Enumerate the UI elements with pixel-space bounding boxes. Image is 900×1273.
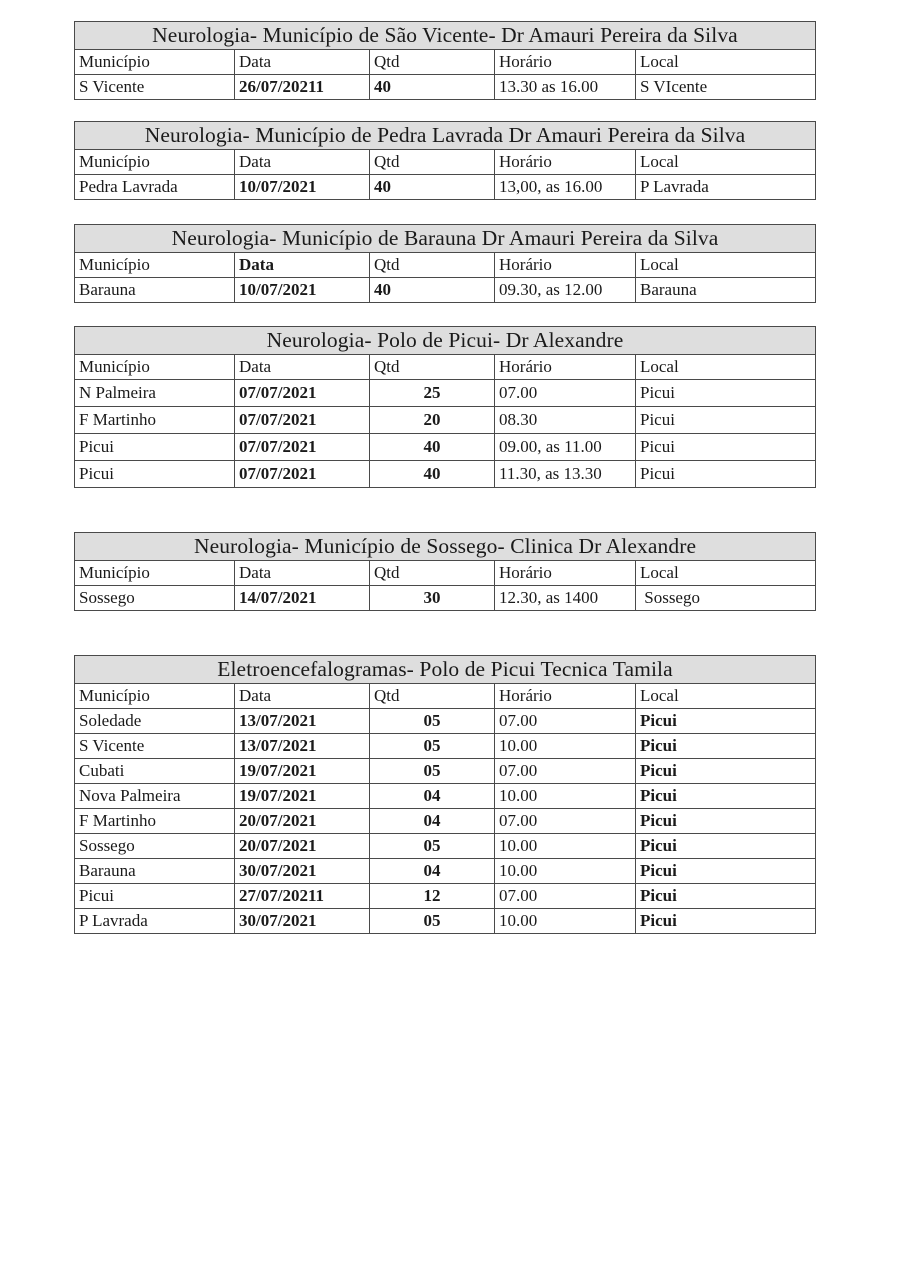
cell-local: Picui [636, 407, 816, 434]
table-row [75, 759, 816, 784]
cell-qtd: 40 [370, 175, 495, 200]
cell-horario: 07.00 [495, 759, 636, 784]
cell-horario: 07.00 [495, 884, 636, 909]
cell-qtd: 05 [370, 759, 495, 784]
cell-local: Picui [636, 834, 816, 859]
cell-municipio: F Martinho [75, 809, 235, 834]
cell-local: Sossego [636, 586, 816, 611]
col-header-qtd: Qtd [370, 561, 495, 586]
col-header-data: Data [235, 684, 370, 709]
cell-municipio: S Vicente [75, 734, 235, 759]
cell-horario: 12.30, as 1400 [495, 586, 636, 611]
cell-local: P Lavrada [636, 175, 816, 200]
cell-local: S VIcente [636, 75, 816, 100]
cell-qtd: 04 [370, 784, 495, 809]
col-header-municipio: Município [75, 253, 235, 278]
schedule-table-eletroencefalogramas [74, 655, 816, 934]
cell-horario: 07.00 [495, 380, 636, 407]
cell-data: 14/07/2021 [235, 586, 370, 611]
cell-data: 26/07/20211 [235, 75, 370, 100]
cell-data: 07/07/2021 [235, 380, 370, 407]
col-header-horario: Horário [495, 150, 636, 175]
col-header-local: Local [636, 50, 816, 75]
col-header-local: Local [636, 253, 816, 278]
cell-municipio: N Palmeira [75, 380, 235, 407]
table-row [75, 586, 816, 611]
header-row [75, 355, 816, 380]
col-header-data: Data [235, 355, 370, 380]
table-row [75, 278, 816, 303]
schedule-table-sao-vicente [74, 21, 816, 100]
cell-local: Picui [636, 734, 816, 759]
cell-data: 10/07/2021 [235, 175, 370, 200]
cell-data: 20/07/2021 [235, 809, 370, 834]
cell-qtd: 40 [370, 278, 495, 303]
cell-local: Picui [636, 380, 816, 407]
col-header-data: Data [235, 253, 370, 278]
col-header-municipio: Município [75, 355, 235, 380]
cell-horario: 11.30, as 13.30 [495, 461, 636, 488]
cell-qtd: 05 [370, 734, 495, 759]
cell-municipio: Pedra Lavrada [75, 175, 235, 200]
table-title: Neurologia- Município de Barauna Dr Amauri Pereira da Silva [75, 225, 816, 253]
cell-data: 19/07/2021 [235, 759, 370, 784]
cell-municipio: Picui [75, 461, 235, 488]
cell-municipio: Sossego [75, 586, 235, 611]
col-header-horario: Horário [495, 561, 636, 586]
cell-data: 30/07/2021 [235, 909, 370, 934]
cell-horario: 10.00 [495, 734, 636, 759]
col-header-municipio: Município [75, 561, 235, 586]
cell-qtd: 05 [370, 909, 495, 934]
col-header-qtd: Qtd [370, 253, 495, 278]
cell-horario: 10.00 [495, 909, 636, 934]
header-row [75, 150, 816, 175]
table-row [75, 407, 816, 434]
table-row [75, 461, 816, 488]
cell-local: Picui [636, 909, 816, 934]
table-row [75, 75, 816, 100]
cell-local: Picui [636, 859, 816, 884]
cell-horario: 07.00 [495, 809, 636, 834]
cell-horario: 13.30 as 16.00 [495, 75, 636, 100]
cell-local: Barauna [636, 278, 816, 303]
cell-qtd: 04 [370, 809, 495, 834]
cell-qtd: 05 [370, 834, 495, 859]
col-header-data: Data [235, 150, 370, 175]
header-row [75, 561, 816, 586]
cell-qtd: 30 [370, 586, 495, 611]
cell-data: 07/07/2021 [235, 407, 370, 434]
cell-qtd: 25 [370, 380, 495, 407]
col-header-municipio: Município [75, 150, 235, 175]
cell-local: Picui [636, 461, 816, 488]
col-header-qtd: Qtd [370, 50, 495, 75]
table-row [75, 734, 816, 759]
cell-municipio: Barauna [75, 278, 235, 303]
cell-data: 19/07/2021 [235, 784, 370, 809]
schedule-table-sossego [74, 532, 816, 611]
col-header-municipio: Município [75, 684, 235, 709]
cell-data: 07/07/2021 [235, 434, 370, 461]
col-header-horario: Horário [495, 50, 636, 75]
col-header-horario: Horário [495, 253, 636, 278]
col-header-local: Local [636, 684, 816, 709]
cell-municipio: Picui [75, 434, 235, 461]
cell-data: 13/07/2021 [235, 709, 370, 734]
cell-horario: 08.30 [495, 407, 636, 434]
table-title: Eletroencefalogramas- Polo de Picui Tecnica Tamila [75, 656, 816, 684]
table-row [75, 859, 816, 884]
cell-local: Picui [636, 884, 816, 909]
cell-qtd: 20 [370, 407, 495, 434]
header-row [75, 684, 816, 709]
col-header-local: Local [636, 150, 816, 175]
table-row [75, 175, 816, 200]
cell-qtd: 12 [370, 884, 495, 909]
cell-local: Picui [636, 784, 816, 809]
cell-municipio: Soledade [75, 709, 235, 734]
cell-municipio: F Martinho [75, 407, 235, 434]
cell-qtd: 40 [370, 461, 495, 488]
cell-horario: 10.00 [495, 859, 636, 884]
table-title: Neurologia- Município de Pedra Lavrada Dr Amauri Pereira da Silva [75, 122, 816, 150]
cell-data: 20/07/2021 [235, 834, 370, 859]
table-row [75, 784, 816, 809]
cell-local: Picui [636, 809, 816, 834]
cell-horario: 07.00 [495, 709, 636, 734]
cell-municipio: Cubati [75, 759, 235, 784]
cell-horario: 09.30, as 12.00 [495, 278, 636, 303]
cell-municipio: Barauna [75, 859, 235, 884]
header-row [75, 50, 816, 75]
cell-municipio: Sossego [75, 834, 235, 859]
col-header-qtd: Qtd [370, 150, 495, 175]
cell-qtd: 04 [370, 859, 495, 884]
cell-qtd: 40 [370, 75, 495, 100]
cell-qtd: 40 [370, 434, 495, 461]
cell-qtd: 05 [370, 709, 495, 734]
cell-horario: 10.00 [495, 834, 636, 859]
table-row [75, 809, 816, 834]
col-header-horario: Horário [495, 355, 636, 380]
table-row [75, 380, 816, 407]
cell-data: 27/07/20211 [235, 884, 370, 909]
cell-municipio: Nova Palmeira [75, 784, 235, 809]
table-title: Neurologia- Município de São Vicente- Dr Amauri Pereira da Silva [75, 22, 816, 50]
cell-local: Picui [636, 709, 816, 734]
schedule-table-polo-picui [74, 326, 816, 488]
col-header-qtd: Qtd [370, 684, 495, 709]
cell-local: Picui [636, 434, 816, 461]
cell-municipio: S Vicente [75, 75, 235, 100]
header-row [75, 253, 816, 278]
col-header-local: Local [636, 355, 816, 380]
col-header-data: Data [235, 50, 370, 75]
cell-horario: 13,00, as 16.00 [495, 175, 636, 200]
col-header-horario: Horário [495, 684, 636, 709]
table-row [75, 709, 816, 734]
table-row [75, 834, 816, 859]
cell-horario: 10.00 [495, 784, 636, 809]
col-header-municipio: Município [75, 50, 235, 75]
col-header-qtd: Qtd [370, 355, 495, 380]
table-title: Neurologia- Município de Sossego- Clinica Dr Alexandre [75, 533, 816, 561]
cell-data: 07/07/2021 [235, 461, 370, 488]
cell-local: Picui [636, 759, 816, 784]
table-row [75, 884, 816, 909]
table-row [75, 434, 816, 461]
cell-data: 13/07/2021 [235, 734, 370, 759]
col-header-local: Local [636, 561, 816, 586]
cell-municipio: P Lavrada [75, 909, 235, 934]
schedule-table-pedra-lavrada [74, 121, 816, 200]
cell-data: 30/07/2021 [235, 859, 370, 884]
schedule-table-barauna [74, 224, 816, 303]
cell-data: 10/07/2021 [235, 278, 370, 303]
cell-municipio: Picui [75, 884, 235, 909]
cell-horario: 09.00, as 11.00 [495, 434, 636, 461]
col-header-data: Data [235, 561, 370, 586]
table-row [75, 909, 816, 934]
table-title: Neurologia- Polo de Picui- Dr Alexandre [75, 327, 816, 355]
